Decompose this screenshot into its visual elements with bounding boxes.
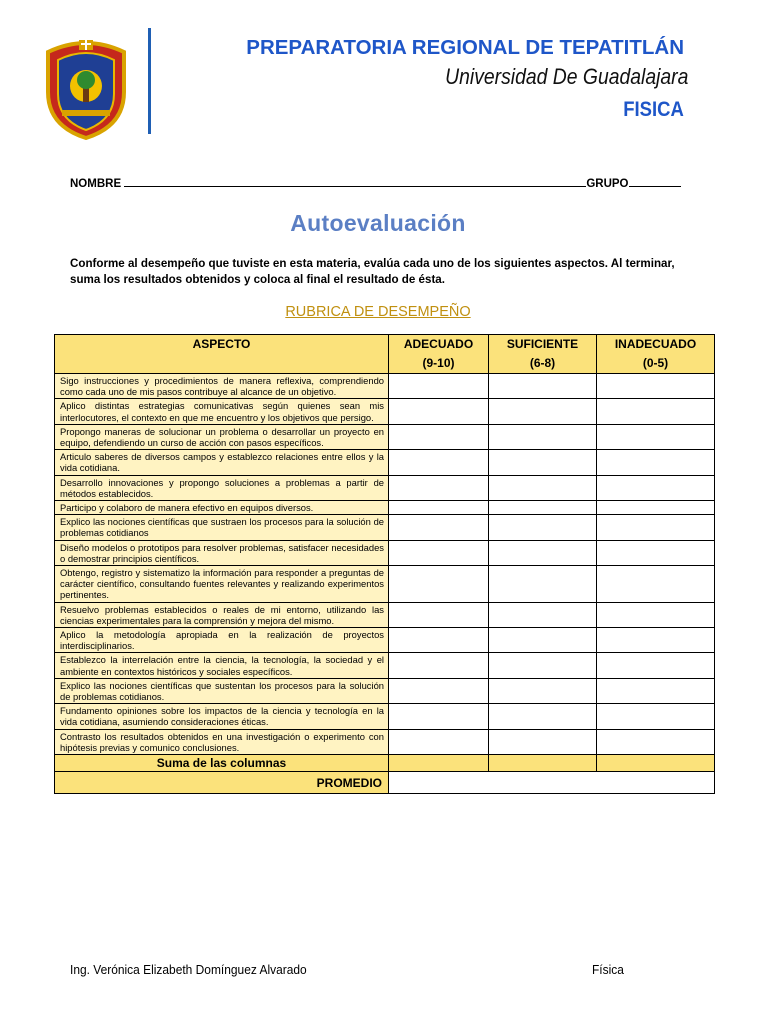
- subject-name: FISICA: [623, 98, 684, 121]
- table-row: [55, 424, 715, 449]
- aspect-cell: Propongo maneras de solucionar un problema o desarrollar un proyecto en equipo, defendiendo un curso de acción con pasos específicos.: [55, 424, 389, 449]
- score-suficiente-cell[interactable]: [489, 628, 597, 653]
- name-field[interactable]: [124, 176, 586, 187]
- score-inadecuado-cell[interactable]: [597, 424, 715, 449]
- table-row: [55, 628, 715, 653]
- sum-label: Suma de las columnas: [55, 755, 389, 772]
- score-adecuado-cell[interactable]: [389, 704, 489, 729]
- group-label: GRUPO: [586, 178, 629, 190]
- school-name: PREPARATORIA REGIONAL DE TEPATITLÁN: [246, 36, 684, 59]
- score-inadecuado-cell[interactable]: [597, 653, 715, 678]
- score-inadecuado-cell[interactable]: [597, 399, 715, 424]
- score-suficiente-cell[interactable]: [489, 566, 597, 603]
- aspect-cell: Desarrollo innovaciones y propongo soluciones a problemas a partir de métodos establecidos.: [55, 475, 389, 500]
- score-suficiente-cell[interactable]: [489, 540, 597, 565]
- table-row: [55, 653, 715, 678]
- table-row: [55, 399, 715, 424]
- score-suficiente-cell[interactable]: [489, 475, 597, 500]
- table-row: [55, 704, 715, 729]
- rubric-title: RUBRICA DE DESEMPEÑO: [285, 304, 471, 320]
- header-inadecuado-name: INADECUADO: [614, 337, 697, 351]
- sum-row: [55, 755, 715, 772]
- group-field[interactable]: [629, 176, 681, 187]
- score-inadecuado-cell[interactable]: [597, 540, 715, 565]
- score-inadecuado-cell[interactable]: [597, 628, 715, 653]
- score-inadecuado-cell[interactable]: [597, 475, 715, 500]
- aspect-cell: Aplico distintas estrategias comunicativas según quienes sean mis interlocutores, el contexto en que me encuentro y los objetivos que persigo.: [55, 399, 389, 424]
- table-row: [55, 501, 715, 515]
- aspect-cell: Fundamento opiniones sobre los impactos de la ciencia y tecnología en la vida cotidiana, asumiendo consideraciones éticas.: [55, 704, 389, 729]
- aspect-cell: Diseño modelos o prototipos para resolver problemas, satisfacer necesidades o demostrar principios científicos.: [55, 540, 389, 565]
- table-row: [55, 678, 715, 703]
- table-row: [55, 475, 715, 500]
- university-name: Universidad De Guadalajara: [444, 64, 688, 89]
- aspect-cell: Explico las nociones científicas que sustentan los procesos para la solución de problemas cotidianos.: [55, 678, 389, 703]
- header-adecuado-range: (9-10): [422, 356, 455, 370]
- score-adecuado-cell[interactable]: [389, 729, 489, 754]
- footer-subject: Física: [592, 962, 624, 977]
- header-suficiente-range: (6-8): [529, 356, 556, 370]
- average-label: PROMEDIO: [55, 772, 389, 794]
- sum-inadecuado-cell[interactable]: [597, 755, 715, 772]
- header-inadecuado-range: (0-5): [642, 356, 669, 370]
- score-adecuado-cell[interactable]: [389, 450, 489, 475]
- score-suficiente-cell[interactable]: [489, 450, 597, 475]
- table-row: [55, 602, 715, 627]
- table-row: [55, 374, 715, 399]
- table-row: [55, 540, 715, 565]
- sum-adecuado-cell[interactable]: [389, 755, 489, 772]
- aspect-cell: Aplico la metodología apropiada en la realización de proyectos interdisciplinarios.: [55, 628, 389, 653]
- score-suficiente-cell[interactable]: [489, 704, 597, 729]
- score-suficiente-cell[interactable]: [489, 501, 597, 515]
- score-suficiente-cell[interactable]: [489, 602, 597, 627]
- score-inadecuado-cell[interactable]: [597, 515, 715, 540]
- sum-suficiente-cell[interactable]: [489, 755, 597, 772]
- footer-author: Ing. Verónica Elizabeth Domínguez Alvarado: [70, 962, 307, 977]
- score-adecuado-cell[interactable]: [389, 475, 489, 500]
- header-adecuado: [389, 335, 489, 374]
- page-title: Autoevaluación: [290, 210, 466, 236]
- score-inadecuado-cell[interactable]: [597, 704, 715, 729]
- score-inadecuado-cell[interactable]: [597, 602, 715, 627]
- score-suficiente-cell[interactable]: [489, 374, 597, 399]
- aspect-cell: Obtengo, registro y sistematizo la información para responder a preguntas de carácter científico, consultando fuentes relevantes y realizando experimentos pertinentes.: [55, 566, 389, 603]
- aspect-cell: Explico las nociones científicas que sustraen los procesos para la solución de problemas cotidianos: [55, 515, 389, 540]
- score-adecuado-cell[interactable]: [389, 678, 489, 703]
- score-inadecuado-cell[interactable]: [597, 450, 715, 475]
- table-header-row: [55, 335, 715, 374]
- average-row: [55, 772, 715, 794]
- score-inadecuado-cell[interactable]: [597, 729, 715, 754]
- header-adecuado-name: ADECUADO: [403, 337, 474, 351]
- name-label: NOMBRE: [70, 178, 122, 190]
- aspect-cell: Sigo instrucciones y procedimientos de manera reflexiva, comprendiendo como cada uno de mis pasos contribuye al alcance de un objetivo.: [55, 374, 389, 399]
- table-row: [55, 729, 715, 754]
- header-suficiente: [489, 335, 597, 374]
- aspect-cell: Articulo saberes de diversos campos y establezco relaciones entre ellos y la vida cotidiana.: [55, 450, 389, 475]
- score-inadecuado-cell[interactable]: [597, 678, 715, 703]
- student-info-line: [70, 176, 681, 190]
- table-row: [55, 450, 715, 475]
- score-adecuado-cell[interactable]: [389, 374, 489, 399]
- header-aspect: ASPECTO: [55, 335, 389, 374]
- score-inadecuado-cell[interactable]: [597, 566, 715, 603]
- aspect-cell: Contrasto los resultados obtenidos en una investigación o experimento con hipótesis previas y comunico conclusiones.: [55, 729, 389, 754]
- score-suficiente-cell[interactable]: [489, 729, 597, 754]
- score-adecuado-cell[interactable]: [389, 628, 489, 653]
- score-suficiente-cell[interactable]: [489, 678, 597, 703]
- header-suficiente-name: SUFICIENTE: [506, 337, 579, 351]
- score-adecuado-cell[interactable]: [389, 540, 489, 565]
- table-row: [55, 566, 715, 603]
- score-adecuado-cell[interactable]: [389, 515, 489, 540]
- average-value-cell[interactable]: [389, 772, 715, 794]
- score-adecuado-cell[interactable]: [389, 424, 489, 449]
- header-divider: [148, 28, 151, 134]
- score-suficiente-cell[interactable]: [489, 399, 597, 424]
- score-adecuado-cell[interactable]: [389, 501, 489, 515]
- score-adecuado-cell[interactable]: [389, 399, 489, 424]
- instructions-text: Conforme al desempeño que tuviste en esta materia, evalúa cada uno de los siguientes aspectos. Al terminar, suma los resultados obtenidos y coloca al final el resultado de ésta.: [70, 257, 675, 286]
- score-adecuado-cell[interactable]: [389, 602, 489, 627]
- table-row: [55, 515, 715, 540]
- aspect-cell: Participo y colaboro de manera efectivo en equipos diversos.: [55, 501, 389, 515]
- score-inadecuado-cell[interactable]: [597, 501, 715, 515]
- score-inadecuado-cell[interactable]: [597, 374, 715, 399]
- score-adecuado-cell[interactable]: [389, 566, 489, 603]
- score-suficiente-cell[interactable]: [489, 653, 597, 678]
- rubric-table: [54, 334, 715, 794]
- aspect-cell: Establezco la interrelación entre la ciencia, la tecnología, la sociedad y el ambiente en contextos históricos y sociales específicos.: [55, 653, 389, 678]
- score-adecuado-cell[interactable]: [389, 653, 489, 678]
- score-suficiente-cell[interactable]: [489, 515, 597, 540]
- score-suficiente-cell[interactable]: [489, 424, 597, 449]
- university-seal-logo: [42, 36, 130, 140]
- header-inadecuado: [597, 335, 715, 374]
- aspect-cell: Resuelvo problemas establecidos o reales de mi entorno, utilizando las ciencias experimentales para la comprensión y mejora del mismo.: [55, 602, 389, 627]
